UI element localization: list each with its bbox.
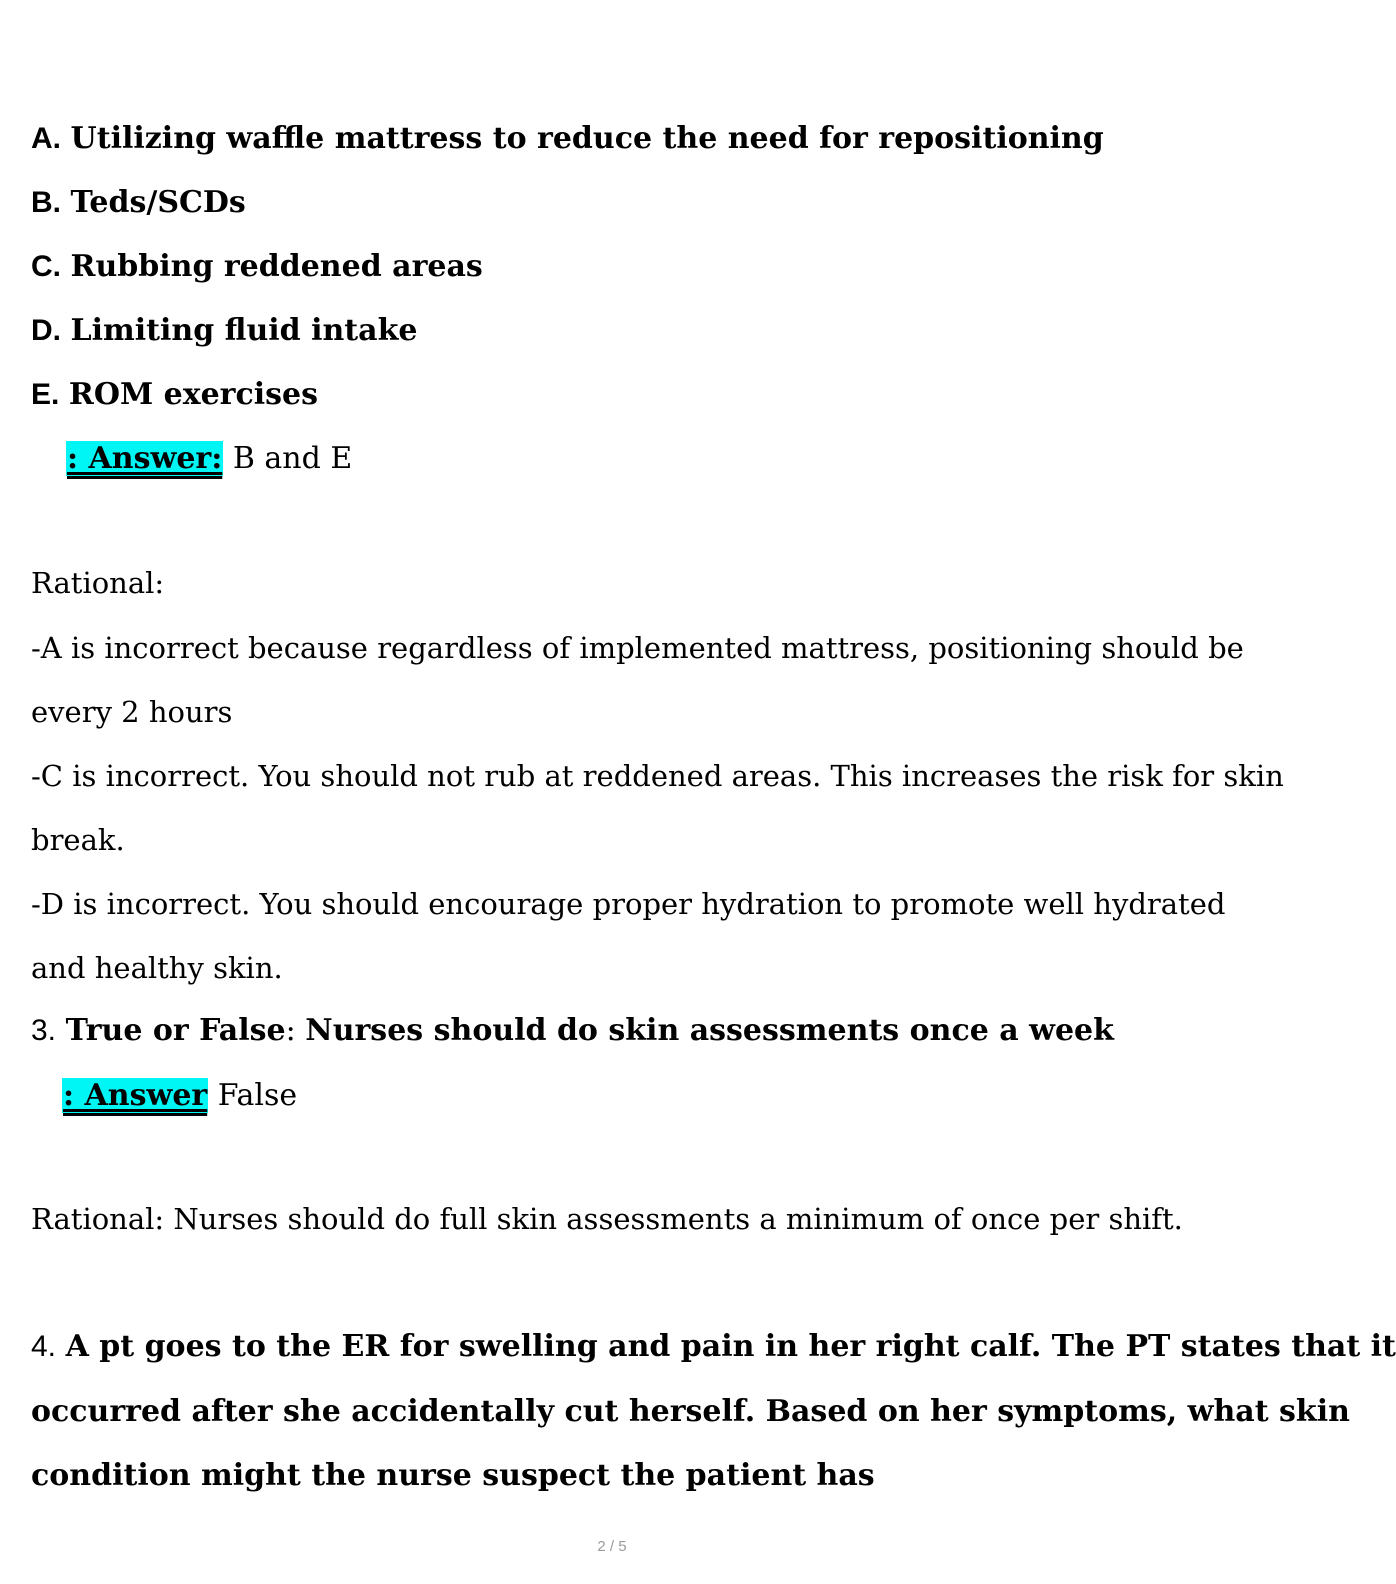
answer-label: : Answer:	[67, 441, 223, 476]
option-text: Limiting fluid intake	[70, 313, 418, 348]
page-number: 2 / 5	[597, 1538, 627, 1555]
option-letter: A.	[31, 122, 61, 155]
option-letter: B.	[31, 186, 61, 219]
answer-label: : Answer	[63, 1078, 208, 1113]
option-a	[31, 119, 1104, 159]
option-text: Rubbing reddened areas	[70, 249, 483, 284]
question-number: 3.	[31, 1014, 57, 1047]
answer-value: B and E	[232, 441, 353, 476]
rational-line: and healthy skin.	[31, 951, 283, 985]
option-letter: E.	[31, 378, 60, 411]
q3-answer	[62, 1076, 297, 1116]
rational-line: Rational: Nurses should do full skin assessments a minimum of once per shift.	[31, 1202, 1183, 1236]
option-letter: C.	[31, 250, 61, 283]
question-3	[31, 1011, 1114, 1051]
rational-line: -C is incorrect. You should not rub at reddened areas. This increases the risk for skin	[31, 759, 1284, 793]
rational-line: -A is incorrect because regardless of implemented mattress, positioning should be	[31, 631, 1244, 665]
question-text: A pt goes to the ER for swelling and pain in her right calf. The PT states that it	[65, 1329, 1396, 1364]
option-b	[31, 183, 246, 223]
option-text: Teds/SCDs	[70, 185, 246, 220]
rational-line: break.	[31, 823, 125, 857]
option-c	[31, 247, 483, 287]
question-number: 4.	[31, 1330, 57, 1363]
question-colon: :	[285, 1013, 296, 1048]
question-4	[31, 1327, 1396, 1367]
rational-heading: Rational:	[31, 566, 165, 600]
option-e	[31, 375, 318, 415]
question-text: Nurses should do skin assessments once a week	[305, 1013, 1114, 1048]
answer-value: False	[217, 1078, 298, 1113]
question-prefix: True or False	[65, 1013, 286, 1048]
option-letter: D.	[31, 314, 61, 347]
rational-line: every 2 hours	[31, 695, 233, 729]
option-d	[31, 311, 417, 351]
rational-line: -D is incorrect. You should encourage proper hydration to promote well hydrated	[31, 887, 1226, 921]
question-text: occurred after she accidentally cut herself. Based on her symptoms, what skin	[31, 1394, 1350, 1429]
option-text: Utilizing waffle mattress to reduce the need for repositioning	[70, 121, 1104, 156]
question-text: condition might the nurse suspect the patient has	[31, 1458, 875, 1493]
option-text: ROM exercises	[68, 377, 319, 412]
q2-answer	[66, 439, 352, 479]
